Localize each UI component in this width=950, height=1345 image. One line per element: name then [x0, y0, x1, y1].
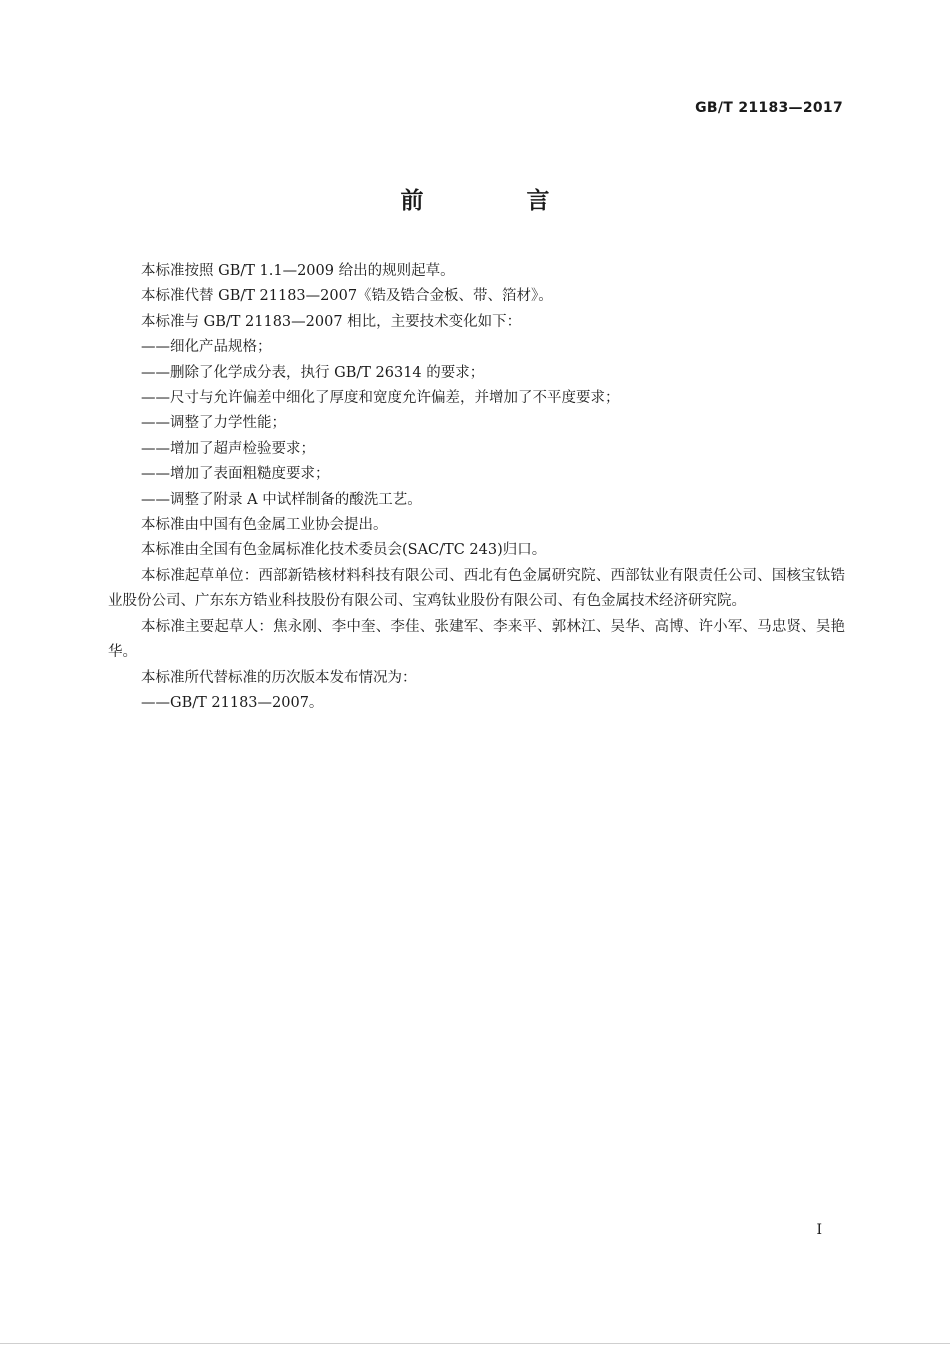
list-item: ——GB/T 21183—2007。: [141, 694, 324, 711]
list-item: ——调整了力学性能；: [141, 415, 286, 432]
paragraph: 本标准由全国有色金属标准化技术委员会(SAC/TC 243)归口。: [141, 542, 547, 559]
paragraph: 本标准按照 GB/T 1.1—2009 给出的规则起草。: [141, 263, 455, 279]
list-item: ——增加了超声检验要求；: [141, 440, 315, 457]
paragraph: 本标准所代替标准的历次版本发布情况为：: [141, 669, 417, 686]
page-title: 前 言: [400, 188, 590, 214]
paragraph: 本标准与 GB/T 21183—2007 相比，主要技术变化如下：: [141, 313, 522, 330]
document-body: [108, 259, 845, 716]
paragraph: 本标准由中国有色金属工业协会提出。: [141, 517, 388, 534]
page-number: I: [816, 1222, 822, 1238]
list-item: ——细化产品规格；: [141, 339, 272, 356]
paragraph: 本标准主要起草人：焦永刚、李中奎、李佳、张建军、李来平、郭林江、吴华、高博、许小军、马忠贤、吴艳华。: [108, 618, 845, 661]
list-item: ——删除了化学成分表，执行 GB/T 26314 的要求；: [141, 364, 485, 381]
list-item: ——增加了表面粗糙度要求；: [141, 466, 330, 483]
standard-code: GB/T 21183—2017: [695, 100, 843, 116]
paragraph: 本标准起草单位：西部新锆核材料科技有限公司、西北有色金属研究院、西部钛业有限责任公司、国核宝钛锆业股份公司、广东东方锆业科技股份有限公司、宝鸡钛业股份有限公司、有色金属技术经济研究院。: [108, 567, 845, 610]
list-item: ——尺寸与允许偏差中细化了厚度和宽度允许偏差，并增加了不平度要求；: [141, 390, 620, 407]
list-item: ——调整了附录 A 中试样制备的酸洗工艺。: [141, 491, 422, 508]
paragraph: 本标准代替 GB/T 21183—2007《锆及锆合金板、带、箔材》。: [141, 288, 553, 305]
page-edge-divider: [0, 1343, 950, 1344]
